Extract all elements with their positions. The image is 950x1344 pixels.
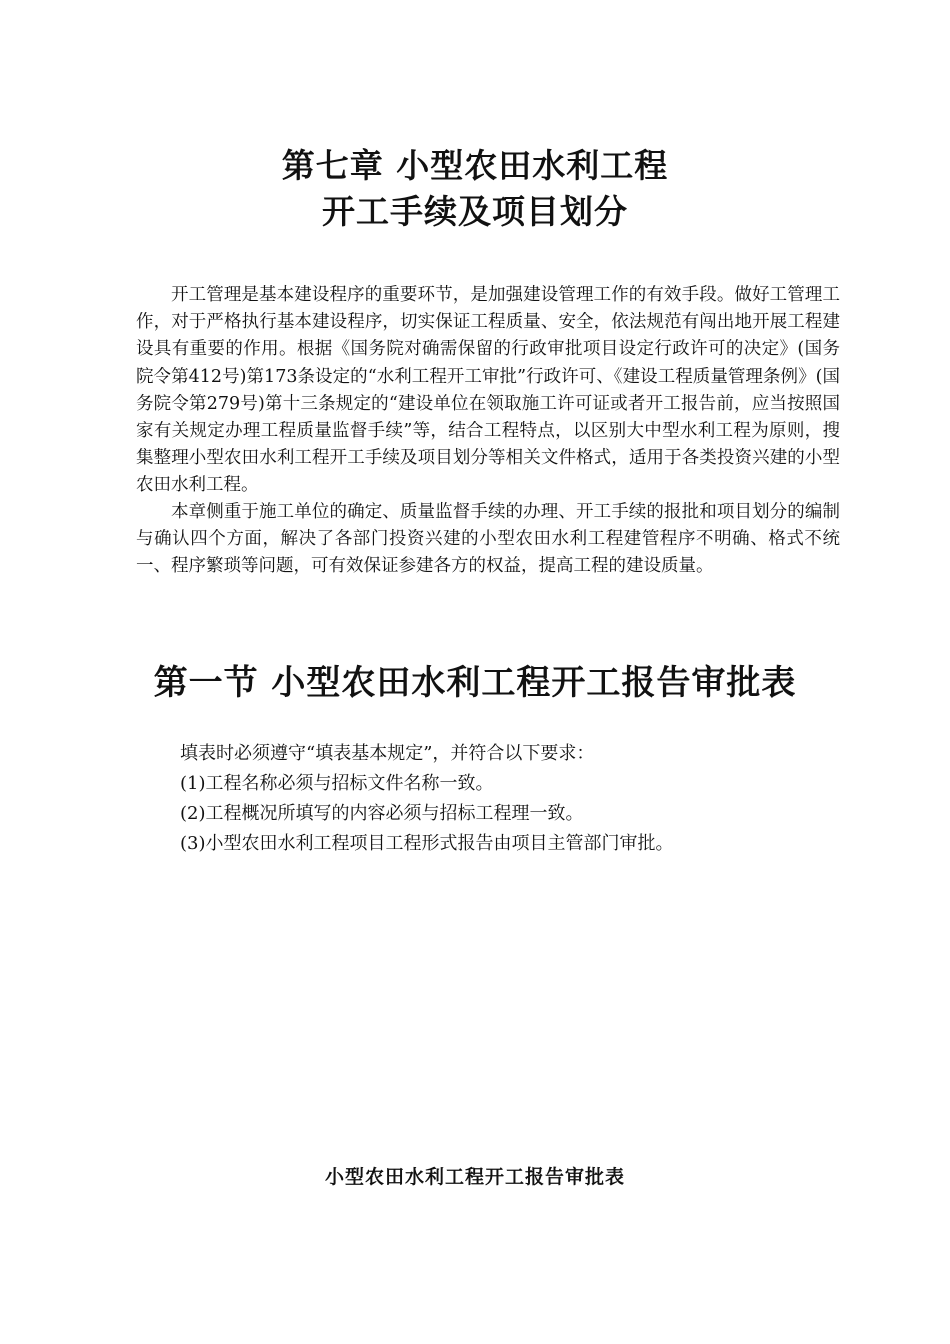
requirements-list — [180, 739, 820, 859]
requirement-item-1: (1)工程名称必须与招标文件名称一致。 — [180, 773, 494, 794]
table-title: 小型农田水利工程开工报告审批表 — [324, 1166, 625, 1188]
chapter-title-line-2: 开工手续及项目划分 — [322, 192, 628, 231]
section-title: 第一节 小型农田水利工程开工报告审批表 — [153, 663, 797, 703]
chapter-title-line-1: 第七章 小型农田水利工程 — [281, 146, 669, 185]
requirement-item-2: (2)工程概况所填写的内容必须与招标工程理一致。 — [180, 803, 584, 824]
intro-paragraph-2: 本章侧重于施工单位的确定、质量监督手续的办理、开工手续的报批和项目划分的编制与确认四个方面，解决了各部门投资兴建的小型农田水利工程建管程序不明确、格式不统一、程序繁琐等问题，可有效保证参建各方的权益，提高工程的建设质量。 — [136, 502, 840, 577]
intro-paragraph-1: 开工管理是基本建设程序的重要环节，是加强建设管理工作的有效手段。做好工管理工作，对于严格执行基本建设程序，切实保证工程质量、安全，依法规范有闯出地开展工程建设具有重要的作用。根据《国务院对确需保留的行政审批项目设定行政许可的决定》(国务院令第412号)第173条设定的“水利工程开工审批”行政许可、《建设工程质量管理条例》(国务院令第279号)第十三条规定的“建设单位在领取施工许可证或者开工报告前，应当按照国家有关规定办理工程质量监督手续”等，结合工程特点，以区别大中型水利工程为原则，搜集整理小型农田水利工程开工手续及项目划分等相关文件格式，适用于各类投资兴建的小型农田水利工程。 — [136, 285, 840, 496]
requirement-item-3: (3)小型农田水利工程项目工程形式报告由项目主管部门审批。 — [180, 833, 674, 854]
requirements-intro: 填表时必须遵守“填表基本规定”，并符合以下要求： — [180, 743, 595, 764]
